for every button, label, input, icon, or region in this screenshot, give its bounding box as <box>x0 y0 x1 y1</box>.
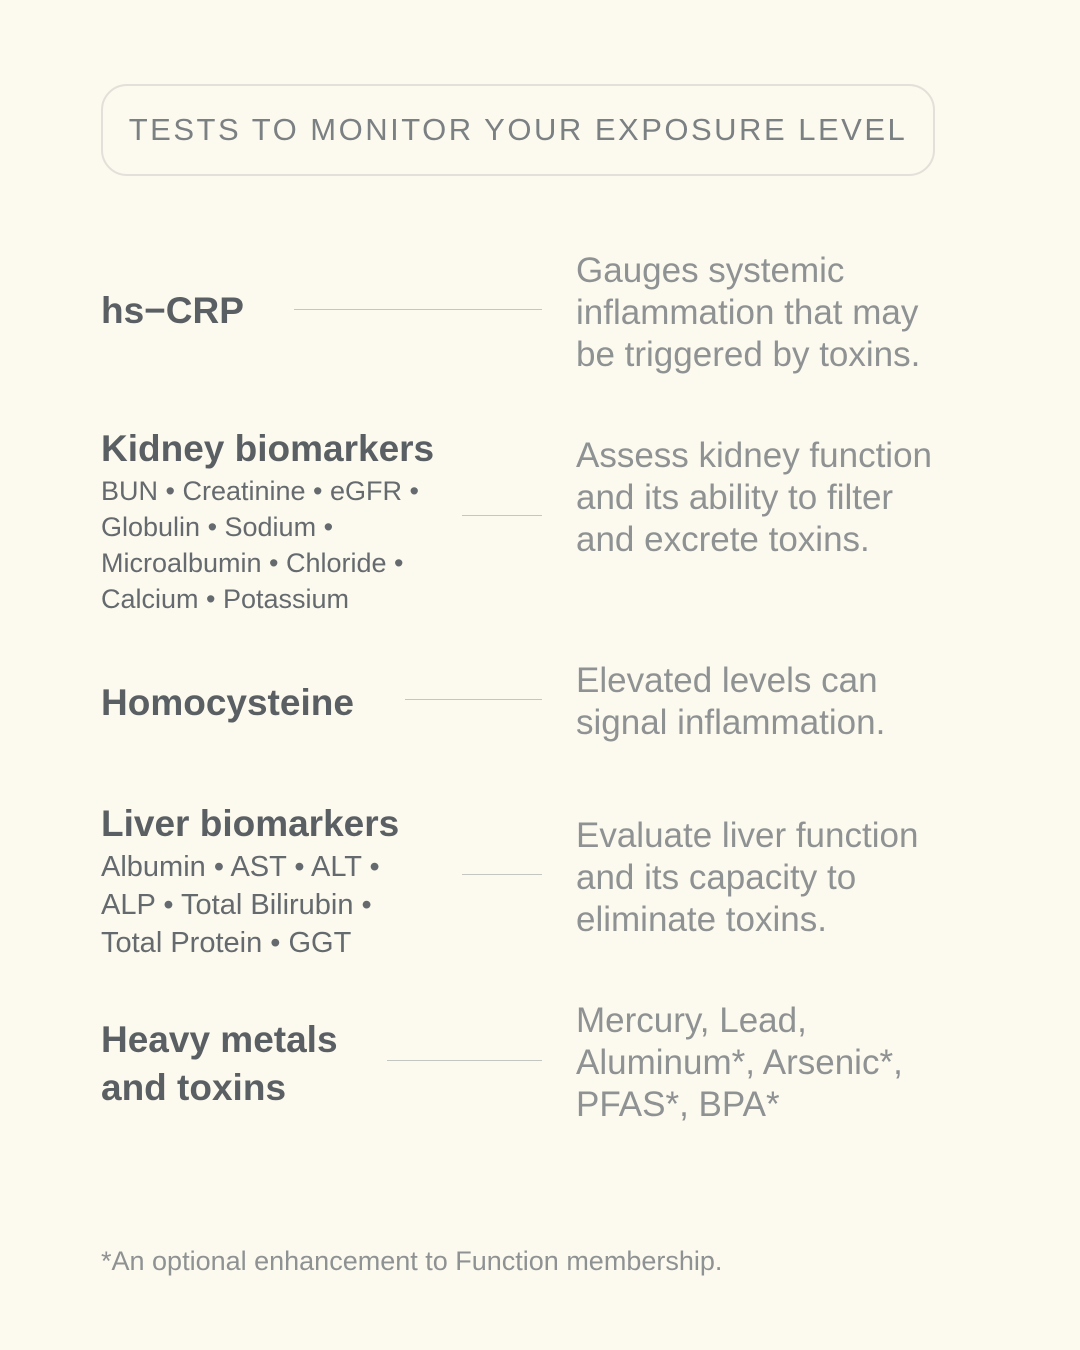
test-label <box>101 679 354 727</box>
test-row-homocysteine <box>0 660 1080 750</box>
test-title: Liver biomarkers <box>101 803 400 844</box>
test-row-liver <box>0 800 1080 960</box>
header-pill <box>101 84 935 176</box>
test-row-heavy-metals <box>0 1000 1080 1130</box>
connector-line <box>405 699 542 700</box>
test-description: Elevated levels can signal inflammation. <box>576 661 886 742</box>
page-title: TESTS TO MONITOR YOUR EXPOSURE LEVEL <box>128 112 908 147</box>
test-markers: Albumin • AST • ALT • ALP • Total Bilirubin • Total Protein • GGT <box>101 851 380 959</box>
test-label <box>101 425 441 617</box>
test-description: Assess kidney function and its ability to filter and excrete toxins. <box>576 436 933 559</box>
connector-line <box>387 1060 542 1061</box>
connector-line <box>462 515 542 516</box>
test-row-kidney <box>0 425 1080 615</box>
test-description: Gauges systemic inflammation that may be triggered by toxins. <box>576 251 921 374</box>
test-title: Homocysteine <box>101 682 354 723</box>
test-markers: BUN • Creatinine • eGFR • Globulin • Sodium • Microalbumin • Chloride • Calcium • Potassium <box>101 476 419 614</box>
test-label <box>101 1016 371 1112</box>
test-title: hs−CRP <box>101 290 244 331</box>
footnote: *An optional enhancement to Function membership. <box>101 1246 723 1276</box>
test-row-hs-crp <box>0 250 1080 380</box>
connector-line <box>462 874 542 875</box>
connector-line <box>294 309 542 310</box>
test-description: Evaluate liver function and its capacity to eliminate toxins. <box>576 816 919 939</box>
test-title: Kidney biomarkers <box>101 428 435 469</box>
test-description: Mercury, Lead, Aluminum*, Arsenic*, PFAS*, BPA* <box>576 1001 903 1124</box>
test-title: Heavy metals and toxins <box>101 1019 338 1108</box>
test-label <box>101 800 421 962</box>
test-label <box>101 287 244 335</box>
